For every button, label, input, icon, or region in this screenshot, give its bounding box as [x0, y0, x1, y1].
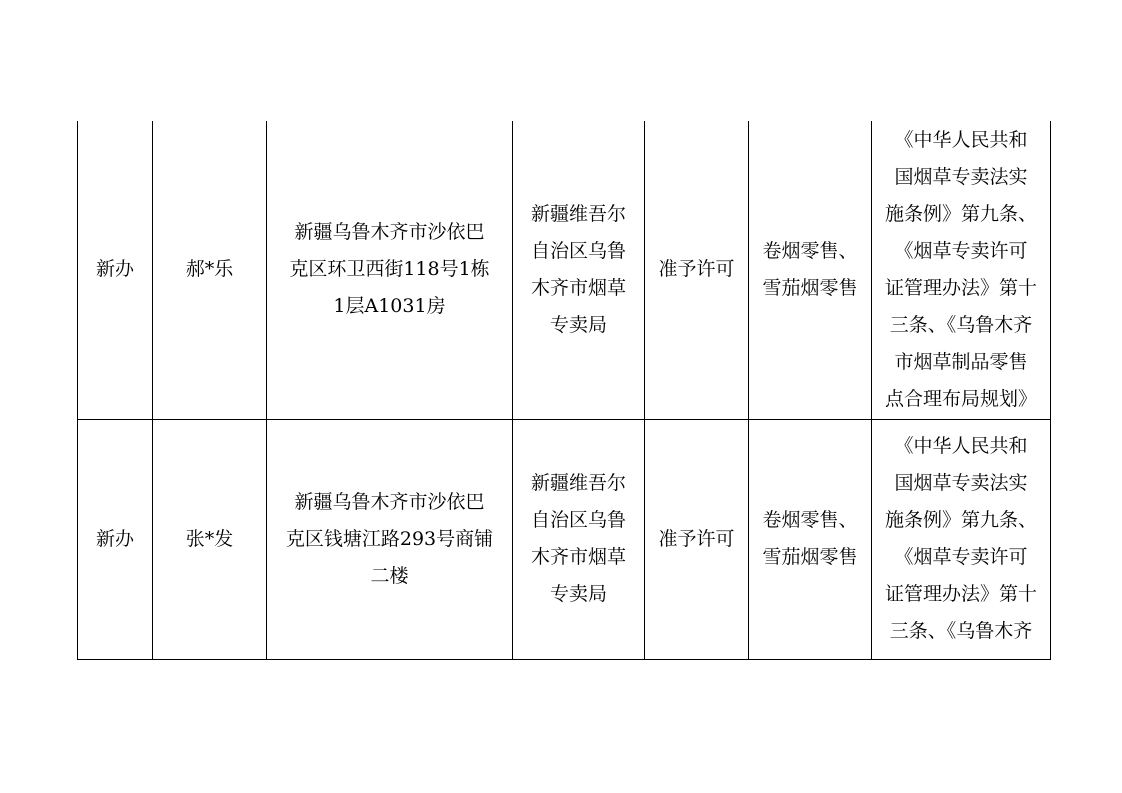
scope-line: 雪茄烟零售	[762, 276, 858, 299]
authority-line: 自治区乌鲁	[530, 239, 626, 262]
basis-line: 《烟草专卖许可	[894, 239, 1028, 262]
address-line: 新疆乌鲁木齐市沙依巴	[294, 490, 485, 513]
legal-basis-cell	[872, 121, 1051, 419]
legal-basis-cell	[872, 419, 1051, 659]
address-line: 二楼	[370, 564, 409, 587]
basis-line: 国烟草专卖法实	[894, 165, 1028, 188]
business-address-cell	[267, 419, 513, 659]
license-table	[77, 121, 1051, 660]
authority-line: 自治区乌鲁	[530, 509, 626, 531]
licensee-name-cell: 张*发	[153, 419, 267, 659]
license-type-cell: 新办	[78, 121, 153, 419]
basis-line: 证管理办法》第十	[884, 583, 1037, 605]
decision-cell: 准予许可	[645, 121, 749, 419]
basis-line: 三条、《乌鲁木齐	[889, 620, 1033, 642]
scope-line: 卷烟零售、	[762, 239, 858, 262]
basis-line: 证管理办法》第十	[884, 276, 1037, 299]
basis-line: 点合理布局规划》	[884, 387, 1037, 410]
authority-line: 新疆维吾尔	[530, 472, 626, 494]
basis-line: 市烟草制品零售	[894, 350, 1028, 373]
authority-line: 新疆维吾尔	[530, 202, 626, 225]
basis-line: 《中华人民共和	[894, 435, 1028, 457]
address-line: 克区环卫西街118号1栋	[289, 258, 490, 281]
basis-line: 三条、《乌鲁木齐	[889, 313, 1033, 336]
licensee-name-cell: 郝*乐	[153, 121, 267, 419]
table-row	[78, 419, 1051, 659]
scope-line: 雪茄烟零售	[762, 546, 858, 568]
business-address-cell	[267, 121, 513, 419]
authority-line: 木齐市烟草	[530, 546, 626, 568]
business-scope-cell	[749, 419, 872, 659]
address-line: 新疆乌鲁木齐市沙依巴	[294, 221, 485, 244]
basis-line: 《中华人民共和	[894, 128, 1028, 151]
table-row	[78, 121, 1051, 419]
license-type-cell: 新办	[78, 419, 153, 659]
authority-line: 木齐市烟草	[530, 276, 626, 299]
address-line: 1层A1031房	[333, 295, 446, 318]
decision-cell: 准予许可	[645, 419, 749, 659]
basis-line: 施条例》第九条、	[884, 202, 1037, 225]
address-line: 克区钱塘江路293号商铺	[285, 527, 494, 550]
business-scope-cell	[749, 121, 872, 419]
basis-line: 施条例》第九条、	[884, 509, 1037, 531]
issuing-authority-cell	[513, 121, 645, 419]
authority-line: 专卖局	[549, 583, 607, 605]
authority-line: 专卖局	[549, 313, 607, 336]
basis-line: 国烟草专卖法实	[894, 472, 1028, 494]
basis-line: 《烟草专卖许可	[894, 546, 1028, 568]
scope-line: 卷烟零售、	[762, 509, 858, 531]
issuing-authority-cell	[513, 419, 645, 659]
